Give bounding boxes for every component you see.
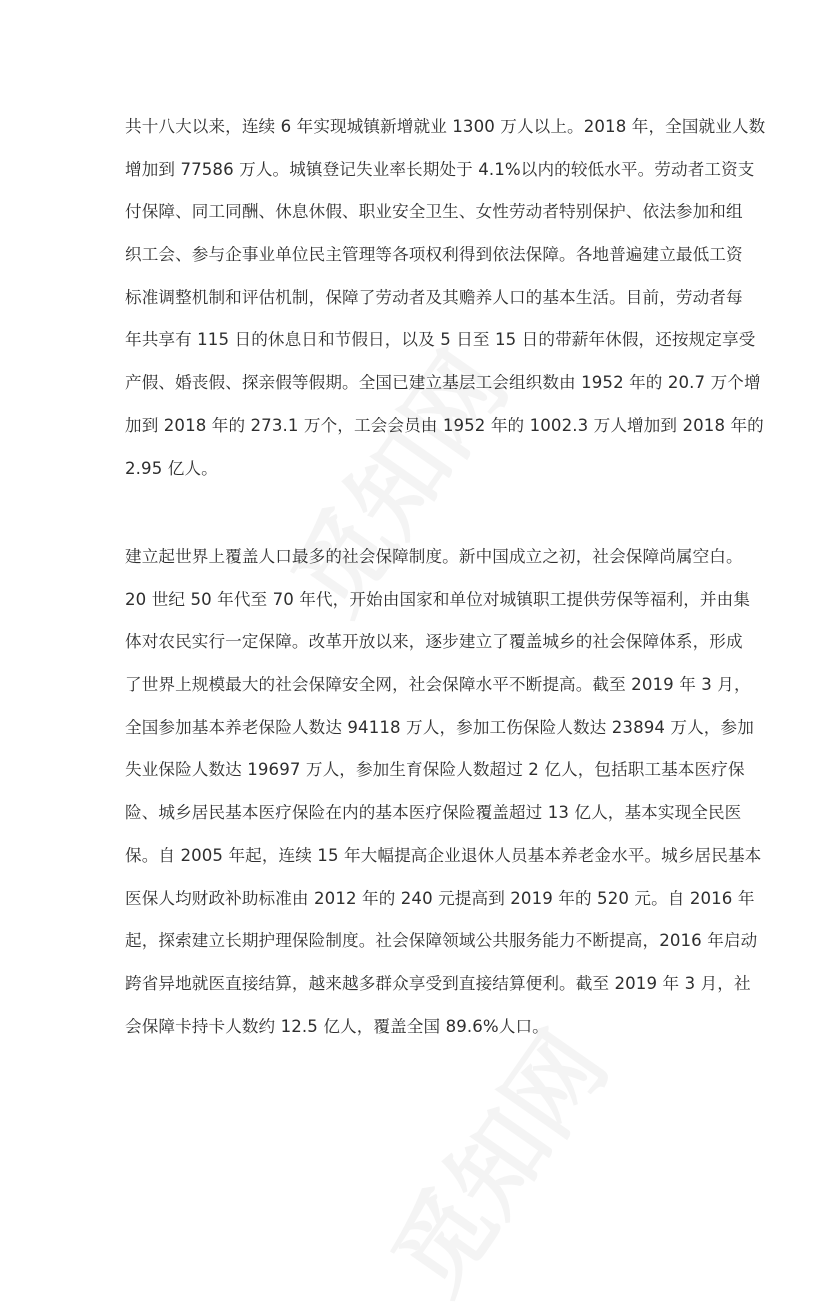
text-line: 标准调整机制和评估机制，保障了劳动者及其赡养人口的基本生活。目前，劳动者每 bbox=[125, 287, 743, 307]
text-line: 保。自 2005 年起，连续 15 年大幅提高企业退休人员基本养老金水平。城乡居民基本 bbox=[125, 845, 762, 865]
text-line: 险、城乡居民基本医疗保险在内的基本医疗保险覆盖超过 13 亿人，基本实现全民医 bbox=[125, 803, 742, 823]
text-line: 建立起世界上覆盖人口最多的社会保障制度。新中国成立之初，社会保障尚属空白。 bbox=[125, 547, 743, 566]
text-line: 共十八大以来，连续 6 年实现城镇新增就业 1300 万人以上。2018 年，全国就业人数 bbox=[125, 117, 766, 136]
text-line: 增加到 77586 万人。城镇登记失业率长期处于 4.1%以内的较低水平。劳动者工资支 bbox=[125, 159, 755, 179]
text-line: 年共享有 115 日的休息日和节假日，以及 5 日至 15 日的带薪年休假，还按规定享受 bbox=[125, 330, 756, 350]
text-line: 医保人均财政补助标准由 2012 年的 240 元提高到 2019 年的 520 元。自 2016 年 bbox=[125, 888, 755, 908]
text-line: 付保障、同工同酬、休息休假、职业安全卫生、女性劳动者特别保护、依法参加和组 bbox=[125, 202, 743, 222]
text-line: 加到 2018 年的 273.1 万个，工会会员由 1952 年的 1002.3 万人增加到 2018 年的 bbox=[125, 415, 764, 435]
watermark-lower bbox=[355, 1001, 632, 1315]
paragraph-employment bbox=[125, 106, 765, 490]
text-line: 2.95 亿人。 bbox=[125, 458, 218, 478]
text-line: 织工会、参与企事业单位民主管理等各项权利得到依法保障。各地普遍建立最低工资 bbox=[125, 245, 743, 265]
text-line: 了世界上规模最大的社会保障安全网，社会保障水平不断提高。截至 2019 年 3 月， bbox=[125, 675, 751, 695]
paragraph-social-security bbox=[125, 536, 761, 1048]
text-line: 体对农民实行一定保障。改革开放以来，逐步建立了覆盖城乡的社会保障体系，形成 bbox=[125, 632, 743, 652]
text-line: 起，探索建立长期护理保险制度。社会保障领域公共服务能力不断提高，2016 年启动 bbox=[125, 931, 758, 951]
text-line: 跨省异地就医直接结算，越来越多群众享受到直接结算便利。截至 2019 年 3 月，社 bbox=[125, 973, 751, 993]
text-line: 20 世纪 50 年代至 70 年代，开始由国家和单位对城镇职工提供劳保等福利，并由集 bbox=[125, 589, 751, 609]
text-line: 全国参加基本养老保险人数达 94118 万人，参加工伤保险人数达 23894 万人，参加 bbox=[125, 717, 754, 737]
text-line: 产假、婚丧假、探亲假等假期。全国已建立基层工会组织数由 1952 年的 20.7 万个增 bbox=[125, 373, 761, 393]
text-line: 会保障卡持卡人数约 12.5 亿人，覆盖全国 89.6%人口。 bbox=[125, 1016, 549, 1036]
text-line: 失业保险人数达 19697 万人，参加生育保险人数超过 2 亿人，包括职工基本医疗保 bbox=[125, 760, 745, 780]
